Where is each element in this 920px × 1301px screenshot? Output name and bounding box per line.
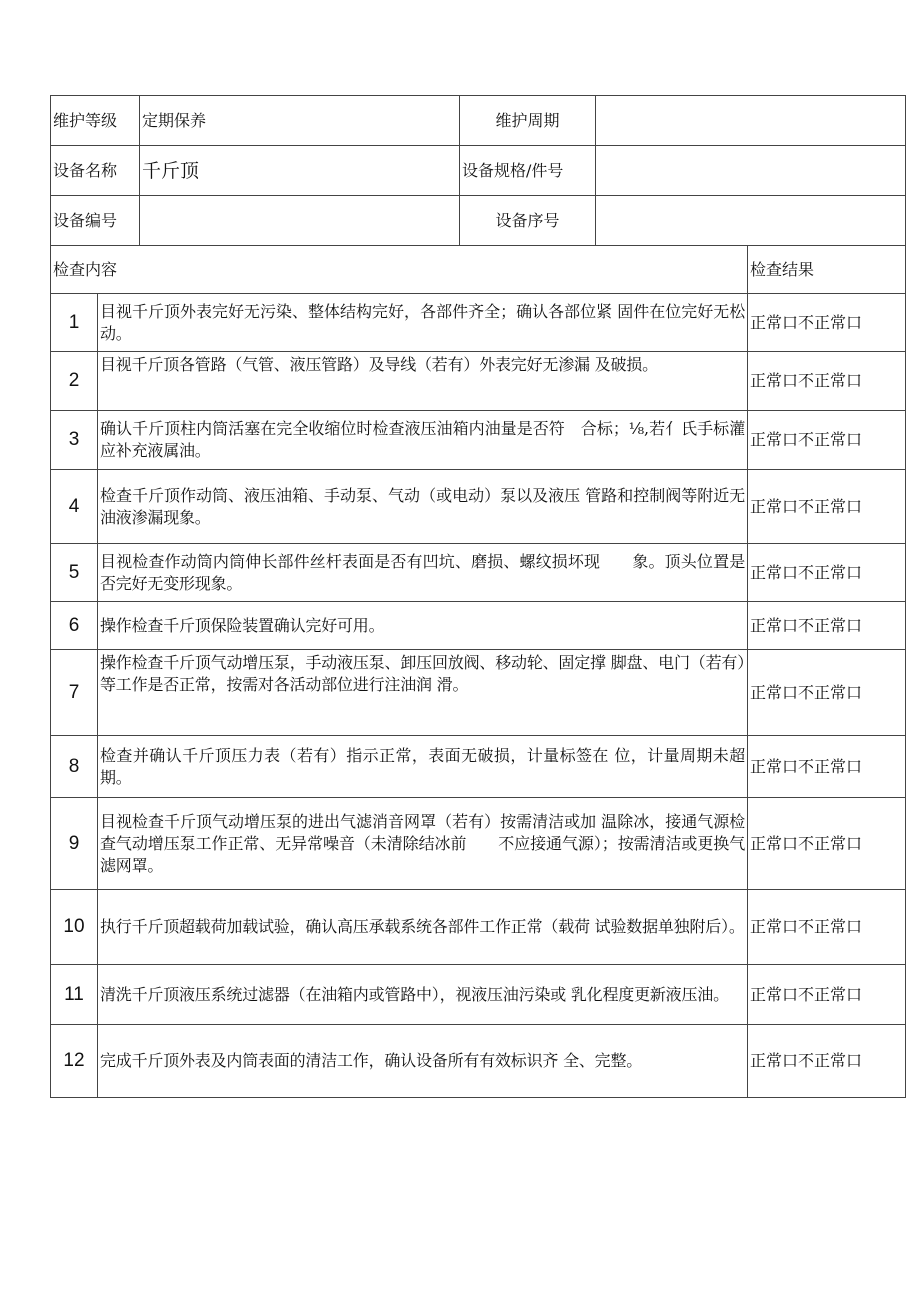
item-result[interactable]: 正常口不正常口 <box>748 650 906 736</box>
item-text: 操作检查千斤顶保险装置确认完好可用。 <box>98 602 748 650</box>
header-row-number <box>51 196 906 246</box>
table-row <box>51 736 906 798</box>
cycle-label: 维护周期 <box>460 96 596 146</box>
table-row <box>51 1025 906 1098</box>
item-result[interactable]: 正常口不正常口 <box>748 411 906 470</box>
item-result[interactable]: 正常口不正常口 <box>748 1025 906 1098</box>
item-text: 目视千斤顶外表完好无污染、整体结构完好，各部件齐全；确认各部位紧 固件在位完好无松动。 <box>98 294 748 352</box>
device-name-value: 千斤顶 <box>140 146 460 196</box>
item-number: 8 <box>51 736 98 798</box>
table-row <box>51 470 906 544</box>
header-row-level <box>51 96 906 146</box>
table-row <box>51 352 906 411</box>
item-text: 清洗千斤顶液压系统过滤器（在油箱内或管路中），视液压油污染或 乳化程度更新液压油。 <box>98 965 748 1025</box>
item-number: 9 <box>51 798 98 890</box>
item-result[interactable]: 正常口不正常口 <box>748 544 906 602</box>
item-result[interactable]: 正常口不正常口 <box>748 470 906 544</box>
table-row <box>51 965 906 1025</box>
item-text: 完成千斤顶外表及内筒表面的清洁工作，确认设备所有有效标识齐 全、完整。 <box>98 1025 748 1098</box>
item-result[interactable]: 正常口不正常口 <box>748 736 906 798</box>
table-row <box>51 411 906 470</box>
table-row <box>51 294 906 352</box>
item-result[interactable]: 正常口不正常口 <box>748 890 906 965</box>
item-number: 4 <box>51 470 98 544</box>
item-number: 5 <box>51 544 98 602</box>
item-text: 检查并确认千斤顶压力表（若有）指示正常，表面无破损，计量标签在 位，计量周期未超期。 <box>98 736 748 798</box>
content-column-header: 检查内容 <box>51 246 748 294</box>
item-text: 目视检查千斤顶气动增压泵的进出气滤消音网罩（若有）按需清洁或加 温除冰，接通气源检查气动增压泵工作正常、无异常噪音（未清除结冰前 不应接通气源）；按需清洁或更换气滤网罩。 <box>98 798 748 890</box>
item-number: 11 <box>51 965 98 1025</box>
item-number: 12 <box>51 1025 98 1098</box>
item-result[interactable]: 正常口不正常口 <box>748 602 906 650</box>
item-number: 2 <box>51 352 98 411</box>
table-row <box>51 798 906 890</box>
item-number: 10 <box>51 890 98 965</box>
spec-label: 设备规格/件号 <box>460 146 596 196</box>
device-no-value <box>140 196 460 246</box>
item-text: 操作检查千斤顶气动增压泵，手动液压泵、卸压回放阀、移动轮、固定撑 脚盘、电门（若有）等工作是否正常，按需对各活动部位进行注油润 滑。 <box>98 650 748 736</box>
item-number: 3 <box>51 411 98 470</box>
table-row <box>51 544 906 602</box>
serial-label: 设备序号 <box>460 196 596 246</box>
table-row <box>51 890 906 965</box>
maintenance-form <box>50 95 905 1098</box>
device-no-label: 设备编号 <box>51 196 140 246</box>
serial-value <box>596 196 906 246</box>
item-number: 7 <box>51 650 98 736</box>
item-text: 目视千斤顶各管路（气管、液压管路）及导线（若有）外表完好无渗漏 及破损。 <box>98 352 748 411</box>
item-result[interactable]: 正常口不正常口 <box>748 965 906 1025</box>
column-header-row <box>51 246 906 294</box>
header-row-name <box>51 146 906 196</box>
table-row <box>51 650 906 736</box>
table-row <box>51 602 906 650</box>
result-column-header: 检查结果 <box>748 246 906 294</box>
checklist-table <box>50 95 906 1098</box>
level-value: 定期保养 <box>140 96 460 146</box>
item-text: 目视检查作动筒内筒伸长部件丝杆表面是否有凹坑、磨损、螺纹损坏现 象。顶头位置是否完好无变形现象。 <box>98 544 748 602</box>
device-name-label: 设备名称 <box>51 146 140 196</box>
item-text: 检查千斤顶作动筒、液压油箱、手动泵、气动（或电动）泵以及液压 管路和控制阀等附近无油液渗漏现象。 <box>98 470 748 544</box>
item-result[interactable]: 正常口不正常口 <box>748 294 906 352</box>
spec-value <box>596 146 906 196</box>
item-number: 6 <box>51 602 98 650</box>
item-text: 执行千斤顶超载荷加载试验，确认高压承载系统各部件工作正常（载荷 试验数据单独附后）。 <box>98 890 748 965</box>
cycle-value <box>596 96 906 146</box>
item-result[interactable]: 正常口不正常口 <box>748 352 906 411</box>
level-label: 维护等级 <box>51 96 140 146</box>
item-result[interactable]: 正常口不正常口 <box>748 798 906 890</box>
item-text: 确认千斤顶柱内筒活塞在完全收缩位时检查液压油箱内油量是否符 合标；⅛,若亻氏手标灌应补充液属油。 <box>98 411 748 470</box>
item-number: 1 <box>51 294 98 352</box>
